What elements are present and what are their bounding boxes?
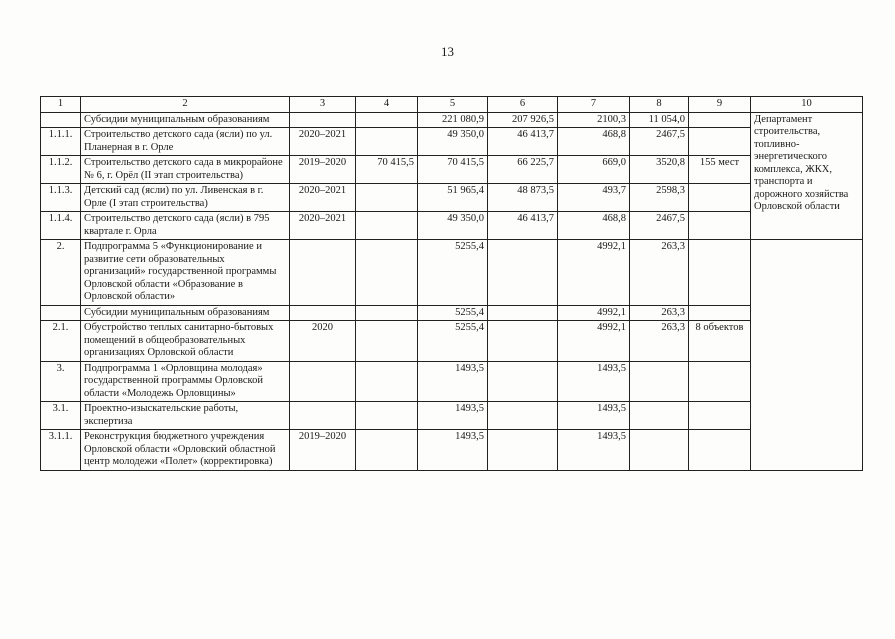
col-header-7: 7 [558,97,630,113]
row-value-5: 1493,5 [418,361,488,402]
table-row [41,128,863,156]
row-value-6: 46 413,7 [488,128,558,156]
row-value-7: 468,8 [558,128,630,156]
row-value-9: 155 мест [689,156,751,184]
row-value-4 [356,430,418,471]
table-row [41,184,863,212]
row-value-7: 468,8 [558,212,630,240]
row-value-4 [356,128,418,156]
col-header-1: 1 [41,97,81,113]
row-value-5: 5255,4 [418,240,488,306]
row-name: Подпрограмма 5 «Функционирование и развитие сети образовательных организаций» государственной программы Орловской области «Образование в Орловской области» [81,240,290,306]
col-header-10: 10 [751,97,863,113]
row-value-4 [356,240,418,306]
row-value-8: 2467,5 [630,128,689,156]
row-value-6 [488,305,558,321]
row-value-7: 1493,5 [558,402,630,430]
row-number: 2. [41,240,81,306]
row-number: 1.1.1. [41,128,81,156]
row-value-7: 1493,5 [558,361,630,402]
col-header-9: 9 [689,97,751,113]
row-number: 3. [41,361,81,402]
page-number: 13 [441,44,454,59]
row-number: 3.1.1. [41,430,81,471]
row-number: 1.1.4. [41,212,81,240]
row-value-8: 263,3 [630,240,689,306]
budget-table [40,96,863,471]
row-value-6: 48 873,5 [488,184,558,212]
row-value-8: 2467,5 [630,212,689,240]
row-value-7: 4992,1 [558,305,630,321]
row-name: Обустройство теплых санитарно-бытовых помещений в общеобразовательных организациях Орловской области [81,321,290,362]
row-value-8: 11 054,0 [630,112,689,128]
row-value-6 [488,321,558,362]
row-value-9 [689,212,751,240]
row-value-7: 2100,3 [558,112,630,128]
col-header-5: 5 [418,97,488,113]
row-value-7: 4992,1 [558,321,630,362]
row-value-9 [689,305,751,321]
department-cell: Департамент строительства, топливно-энергетического комплекса, ЖКХ, транспорта и дорожного хозяйства Орловской области [751,112,863,240]
table-row [41,112,863,128]
row-period: 2019–2020 [290,430,356,471]
row-value-9 [689,112,751,128]
row-value-5: 5255,4 [418,305,488,321]
row-period: 2020–2021 [290,212,356,240]
row-value-5: 70 415,5 [418,156,488,184]
row-number: 3.1. [41,402,81,430]
row-value-6 [488,240,558,306]
table-row [41,305,863,321]
row-period [290,361,356,402]
row-value-5: 49 350,0 [418,128,488,156]
table-row [41,321,863,362]
row-name: Строительство детского сада (ясли) по ул. Планерная в г. Орле [81,128,290,156]
row-number [41,305,81,321]
row-value-6: 207 926,5 [488,112,558,128]
row-name: Реконструкция бюджетного учреждения Орловской области «Орловский областной центр молодежи «Полет» (корректировка) [81,430,290,471]
row-value-9 [689,361,751,402]
row-value-8: 3520,8 [630,156,689,184]
row-value-4 [356,402,418,430]
row-value-5: 49 350,0 [418,212,488,240]
row-value-7: 669,0 [558,156,630,184]
row-name: Детский сад (ясли) по ул. Ливенская в г. Орле (I этап строительства) [81,184,290,212]
row-value-5: 5255,4 [418,321,488,362]
row-value-8: 2598,3 [630,184,689,212]
header-row [41,97,863,113]
row-period: 2019–2020 [290,156,356,184]
row-value-6 [488,361,558,402]
table-row [41,430,863,471]
row-value-7: 4992,1 [558,240,630,306]
row-period [290,240,356,306]
row-value-8 [630,430,689,471]
row-value-6: 66 225,7 [488,156,558,184]
row-number: 1.1.2. [41,156,81,184]
row-value-8 [630,361,689,402]
row-value-9 [689,430,751,471]
table-row [41,156,863,184]
row-value-9: 8 объектов [689,321,751,362]
row-value-6: 46 413,7 [488,212,558,240]
row-value-5: 1493,5 [418,430,488,471]
row-number: 2.1. [41,321,81,362]
row-value-5: 51 965,4 [418,184,488,212]
row-value-8: 263,3 [630,321,689,362]
row-name: Субсидии муниципальным образованиям [81,112,290,128]
row-value-6 [488,430,558,471]
row-value-9 [689,128,751,156]
row-name: Подпрограмма 1 «Орловщина молодая» государственной программы Орловской области «Молодежь Орловщины» [81,361,290,402]
row-value-7: 1493,5 [558,430,630,471]
row-name: Строительство детского сада (ясли) в 795 квартале г. Орла [81,212,290,240]
row-value-4 [356,112,418,128]
row-period: 2020 [290,321,356,362]
row-name: Строительство детского сада в микрорайоне № 6, г. Орёл (II этап строительства) [81,156,290,184]
table-row [41,240,863,306]
col-header-4: 4 [356,97,418,113]
row-value-4 [356,321,418,362]
row-value-4 [356,305,418,321]
row-value-5: 1493,5 [418,402,488,430]
row-value-8 [630,402,689,430]
table-row [41,402,863,430]
row-period [290,305,356,321]
col-header-2: 2 [81,97,290,113]
row-value-4 [356,184,418,212]
row-name: Проектно-изыскательские работы, экспертиза [81,402,290,430]
col-header-6: 6 [488,97,558,113]
row-period [290,112,356,128]
row-value-8: 263,3 [630,305,689,321]
row-number: 1.1.3. [41,184,81,212]
row-period [290,402,356,430]
table-row [41,361,863,402]
row-value-9 [689,184,751,212]
row-value-5: 221 080,9 [418,112,488,128]
row-period: 2020–2021 [290,128,356,156]
row-value-9 [689,240,751,306]
row-value-6 [488,402,558,430]
row-value-4 [356,212,418,240]
department-cell-empty [751,240,863,471]
col-header-3: 3 [290,97,356,113]
row-period: 2020–2021 [290,184,356,212]
row-number [41,112,81,128]
row-value-4: 70 415,5 [356,156,418,184]
row-value-9 [689,402,751,430]
row-name: Субсидии муниципальным образованиям [81,305,290,321]
row-value-4 [356,361,418,402]
table-row [41,212,863,240]
row-value-7: 493,7 [558,184,630,212]
col-header-8: 8 [630,97,689,113]
